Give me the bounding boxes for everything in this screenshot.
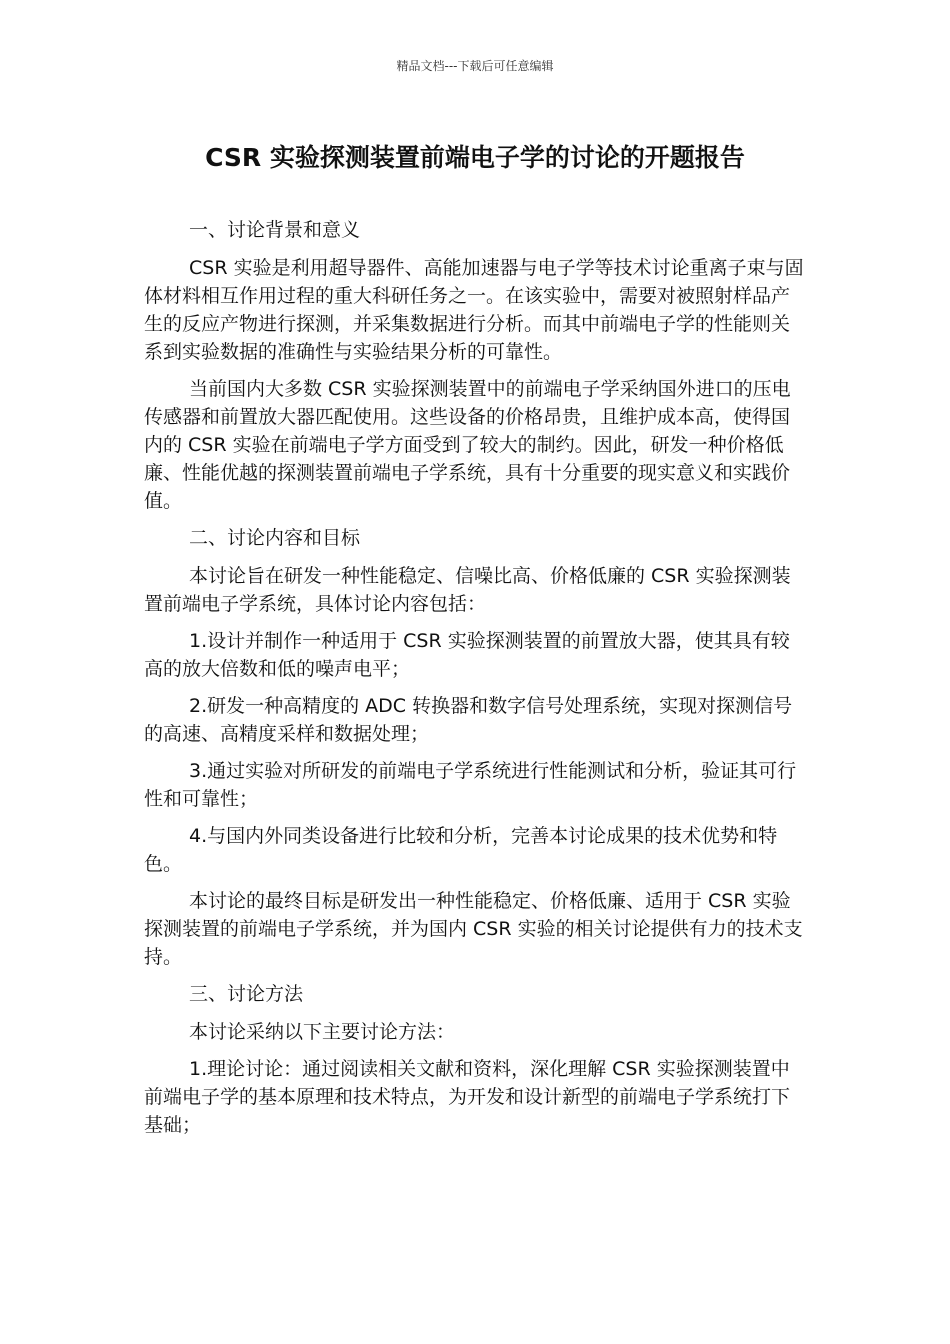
paragraph-content-goal: 本讨论的最终目标是研发出一种性能稳定、价格低廉、适用于 CSR 实验探测装置的前端电子学系统，并为国内 CSR 实验的相关讨论提供有力的技术支持。	[144, 890, 803, 968]
section-heading-background: 一、讨论背景和意义	[189, 219, 361, 241]
list-item-content-2: 2.研发一种高精度的 ADC 转换器和数字信号处理系统，实现对探测信号的高速、高精度采样和数据处理；	[144, 695, 793, 745]
list-item-content-3: 3.通过实验对所研发的前端电子学系统进行性能测试和分析，验证其可行性和可靠性；	[144, 760, 797, 810]
list-item-methods-1: 1.理论讨论：通过阅读相关文献和资料，深化理解 CSR 实验探测装置中前端电子学的基本原理和技术特点，为开发和设计新型的前端电子学系统打下基础；	[144, 1058, 791, 1136]
paragraph-background-1: CSR 实验是利用超导器件、高能加速器与电子学等技术讨论重离子束与固体材料相互作用过程的重大科研任务之一。在该实验中，需要对被照射样品产生的反应产物进行探测，并采集数据进行分析。而其中前端电子学的性能则关系到实验数据的准确性与实验结果分析的可靠性。	[144, 257, 804, 363]
header-note: 精品文档---下载后可任意编辑	[396, 59, 554, 73]
document-title: CSR 实验探测装置前端电子学的讨论的开题报告	[205, 143, 745, 172]
paragraph-background-2: 当前国内大多数 CSR 实验探测装置中的前端电子学采纳国外进口的压电传感器和前置放大器匹配使用。这些设备的价格昂贵，且维护成本高，使得国内的 CSR 实验在前端电子学方面受到了较大的制约。因此，研发一种价格低廉、性能优越的探测装置前端电子学系统，具有十分重要的现实意义和实践价值。	[144, 378, 791, 512]
document-body	[144, 216, 804, 1148]
paragraph-methods-intro: 本讨论采纳以下主要讨论方法：	[189, 1021, 456, 1043]
section-heading-content: 二、讨论内容和目标	[189, 527, 361, 549]
section-heading-methods: 三、讨论方法	[189, 983, 304, 1005]
list-item-content-4: 4.与国内外同类设备进行比较和分析，完善本讨论成果的技术优势和特色。	[144, 825, 778, 875]
paragraph-content-intro: 本讨论旨在研发一种性能稳定、信噪比高、价格低廉的 CSR 实验探测装置前端电子学系统，具体讨论内容包括：	[144, 565, 791, 615]
list-item-content-1: 1.设计并制作一种适用于 CSR 实验探测装置的前置放大器，使其具有较高的放大倍数和低的噪声电平；	[144, 630, 790, 680]
